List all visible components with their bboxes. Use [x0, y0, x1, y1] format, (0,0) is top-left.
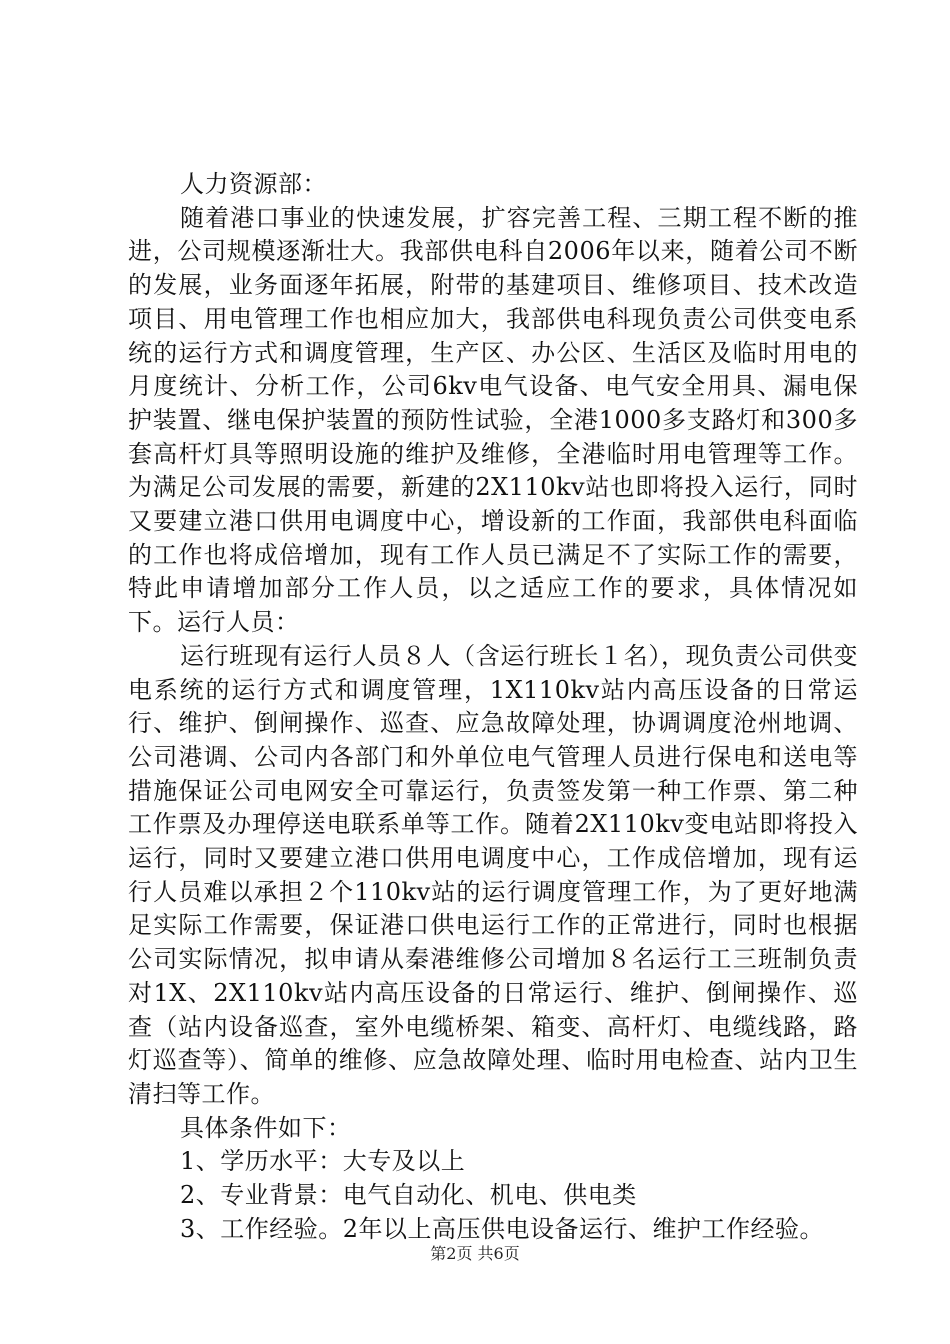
condition-experience: 3、工作经验。2年以上高压供电设备运行、维护工作经验。	[180, 1214, 825, 1243]
paragraph-conditions-heading: 具体条件如下：	[180, 1113, 352, 1142]
document-body	[128, 168, 858, 1247]
paragraph-background: 随着港口事业的快速发展，扩容完善工程、三期工程不断的推进，公司规模逐渐壮大。我部供电科自2006年以来，随着公司不断的发展，业务面逐年拓展，附带的基建项目、维修项目、技术改造项目、用电管理工作也相应加大，我部供电科现负责公司供变电系统的运行方式和调度管理，生产区、办公区、生活区及临时用电的月度统计、分析工作，公司6kv电气设备、电气安全用具、漏电保护装置、继电保护装置的预防性试验，全港1000多支路灯和300多套高杆灯具等照明设施的维护及维修，全港临时用电管理等工作。为满足公司发展的需要，新建的2X110kv站也即将投入运行，同时又要建立港口供用电调度中心，增设新的工作面，我部供电科面临的工作也将成倍增加，现有工作人员已满足不了实际工作的需要，特此申请增加部分工作人员，以之适应工作的要求，具体情况如下。运行人员：	[128, 203, 858, 637]
paragraph-operators: 运行班现有运行人员８人（含运行班长１名），现负责公司供变电系统的运行方式和调度管理，1X110kv站内高压设备的日常运行、维护、倒闸操作、巡查、应急故障处理，协调调度沧州地调、公司港调、公司内各部门和外单位电气管理人员进行保电和送电等措施保证公司电网安全可靠运行，负责签发第一种工作票、第二种工作票及办理停送电联系单等工作。随着2X110kv变电站即将投入运行，同时又要建立港口供用电调度中心，工作成倍增加，现有运行人员难以承担２个110kv站的运行调度管理工作，为了更好地满足实际工作需要，保证港口供电运行工作的正常进行，同时也根据公司实际情况，拟申请从秦港维修公司增加８名运行工三班制负责对1X、2X110kv站内高压设备的日常运行、维护、倒闸操作、巡查（站内设备巡查，室外电缆桥架、箱变、高杆灯、电缆线路，路灯巡查等）、简单的维修、应急故障处理、临时用电检查、站内卫生清扫等工作。	[128, 641, 858, 1108]
page-indicator: 第2页 共6页	[430, 1244, 520, 1263]
salutation: 人力资源部：	[180, 170, 327, 198]
condition-education: 1、学历水平：大专及以上	[180, 1147, 466, 1176]
page-footer	[0, 1244, 950, 1264]
condition-major: 2、专业背景：电气自动化、机电、供电类	[180, 1181, 637, 1210]
